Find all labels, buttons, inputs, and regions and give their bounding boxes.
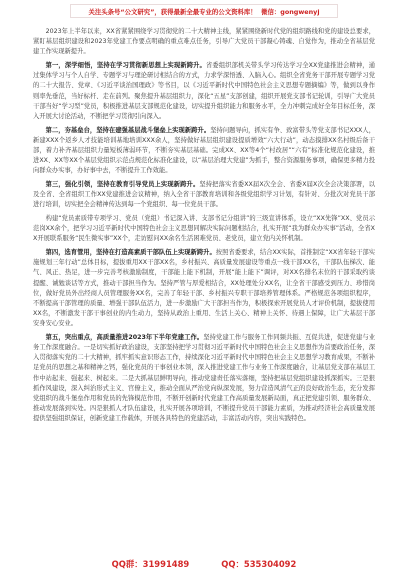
paragraph-lead: 第一，深学细悟，坚持在学习贯彻新思想上实现新跨升。 <box>45 62 206 70</box>
document-body <box>33 27 375 547</box>
paragraph-text: 坚持问题导向，抓实有争、致富带头等党支部书记XXX人，新建XXX个返乡人才技能培训基地培训XXX余人，坚持做好基层组织建设提质增效“六大行动”，动态摸排XX名村级后备干部，着力补齐基层组织力量短板薄弱环节，不断夯实基层基础。完成XX、XX等4个“村改居”“六有”标准化规范化建设，推进XX、XX等XX个基层党组织示范点规范化标准化建设，以“基层治理大党建”为抓手，整合资源服务事项，确保更多精力投向群众办实事，办好事中去，不断提升工作效能。 <box>33 126 375 175</box>
paragraph-lead: 第四，选育管用，坚持在打造高素质干部队伍上实现新跨升。 <box>45 249 216 257</box>
paragraph <box>33 214 375 244</box>
qq-contact-label: QQ：535304092 <box>221 559 297 569</box>
paragraph <box>33 27 375 57</box>
footer-contact <box>0 556 408 572</box>
paragraph-text: 构建“党员素质带专项学习、党员（党组）书记深入讲、支部书记分组讲”的三级宣讲体系，设立“XX先锋”XX、党员示范岗XX余个，把学习习近平新时代中国特色社会主义思想同解决实际问题相结合，扎实开展“我为群众办实事”活动，全省XX开展联系服务“民生微实事”XX个，走访慰问XX余名生活困难党员、老党员，建立党内关怀机制。 <box>33 215 375 243</box>
paragraph-lead: 第三，强化引领，坚持在教育引导党员上实现新跨升。 <box>45 180 200 188</box>
paragraph-text: 按照省委要求，结合XX实际，首推制定“XX省年轻干部实施规划三年行动”总体目标，提拔重用XX干部XX名，乡村振兴、高质量发展建设等重点一线干部XX名，干部队伍梯次、能气、风正、热足，进一步完善考核激励制度，干部能上能下机制，开展“能上能下”调评，对XX名排名末位的干部采取约谈提醒、诫勉谈话等方式，推动干部担当作为。坚持严管与厚爱相结合，XX处理处分XX名，让全省干部感受到压力、珍惜岗位，做好党员外出经商人员管理服务XX名，完善了年轻干部、乡村振兴专职干部培养管理体系。严格规范各项组织程序，不断提高干部管理的质量、增强干部队伍活力，进一步激励广大干部担当作为，积极探索开展党员人才评价机制，提拔使用XX名，不断激发干部干事创业的内生动力，坚持从政治上重用、生活上关心、精神上关怀、待遇上保障，让广大基层干部安身安心安业。 <box>33 249 375 328</box>
paragraph <box>33 248 375 329</box>
banner-text: 关注头条号“公文研究”，获得最新全最专业的公文资料库！ 微信：gongwenyj <box>88 7 320 16</box>
paragraph-text: 省委组织部机关带头学习传达学习全XX党建推进会精神，通过集体学习与个人自学、专题学习与理论研讨相结合的方式，力求学深悟透、入脑入心。组织全省党务干部开展专题学习党的二十大报告、党章、《习近平谈治国理政》等书目，以《习近平新时代中国特色社会主义思想专题摘编》等，做到以身作则率先垂范，当好标杆、走在前列。聚焦提升基层组织力，深化“五星”支部创建，组织开展党支部书记轮训，引导广大党员干部当好“学习型”党员，积极推进基层支部规范化建设，切实提升组织能力和服务水平，全力冲刺完成好全年目标任务，深入开展大讨论活动，不断把学习贯彻引向深入。 <box>33 62 375 120</box>
paragraph-text: 坚持党建工作与服务工作同频共振、互促共进，促进党建与业务工作深度融合。一是切实抓好政治建设，支部坚持把学习贯彻习近平新时代中国特色社会主义思想作为首要政治任务，深入贯彻落实党的二十大精神，抓牢抓实意识形态工作，持续深化习近平新时代中国特色社会主义思想学习教育成果，不断补足党员的思想之基和精神之钙，强化党员的干事创业本领，深入推进党建工作与业务工作深度融合，让基层党支部在基层工作中站起来、强起来、树起来。二是大抓基层鲜明导向，推动党建责任落实落细，坚持把基层党组织建设抓深抓实。三是狠抓作风建设，深入纠治形式主义、官僚主义，推动全面从严治党向纵深发展，努力营造风清气正的良好政治生态，充分发挥党组织的战斗堡垒作用和党员的先锋模范作用，不断开创新时代党建工作高质量发展新局面，真正把党建引领、服务群众、推动发展落到实处。四是狠抓人才队伍建设，扎实开展各项培训，不断提升党员干部能力素质，为推动经济社会高质量发展提供坚强组织保证，创新党建工作载体，开展各具特色的党建活动，丰富活动内容，突出实践特色。 <box>33 333 375 423</box>
paragraph <box>33 333 375 424</box>
paragraph-lead: 第五，突出重点，高质量推进2023年下半年党建工作。 <box>45 333 204 341</box>
qq-group-label: QQ群：31991489 <box>111 559 190 569</box>
paragraph-lead: 第二，夯基垒台，坚持在建强基层战斗堡垒上实现新跨升。 <box>45 126 211 134</box>
top-banner <box>70 4 338 18</box>
paragraph <box>33 61 375 122</box>
paragraph-text: 坚持把落实省委XX届X次全会、省委X届X次全会决策部署，以及全省、全省组织工作XX党建推进会议精神，纳入全省干部教育培训和各级党组织学习计划，有针对、分批次对党员干部进行培训，切实把全会精神传达到每一个党组织、每一位党员干部。 <box>33 180 375 209</box>
paragraph <box>33 126 375 177</box>
paragraph-text: 2023年上半年以来，XX省紧紧围绕学习贯彻党的二十大精神主线，紧紧围绕新时代党的组织路线和党的建设总要求，紧盯基层组织建设和2023年党建工作要点明确的重点难点任务，引导广大党员干部凝心铸魂、自觉作为，推动全省基层党建工作实现新提升。 <box>33 28 375 56</box>
paragraph <box>33 180 375 210</box>
